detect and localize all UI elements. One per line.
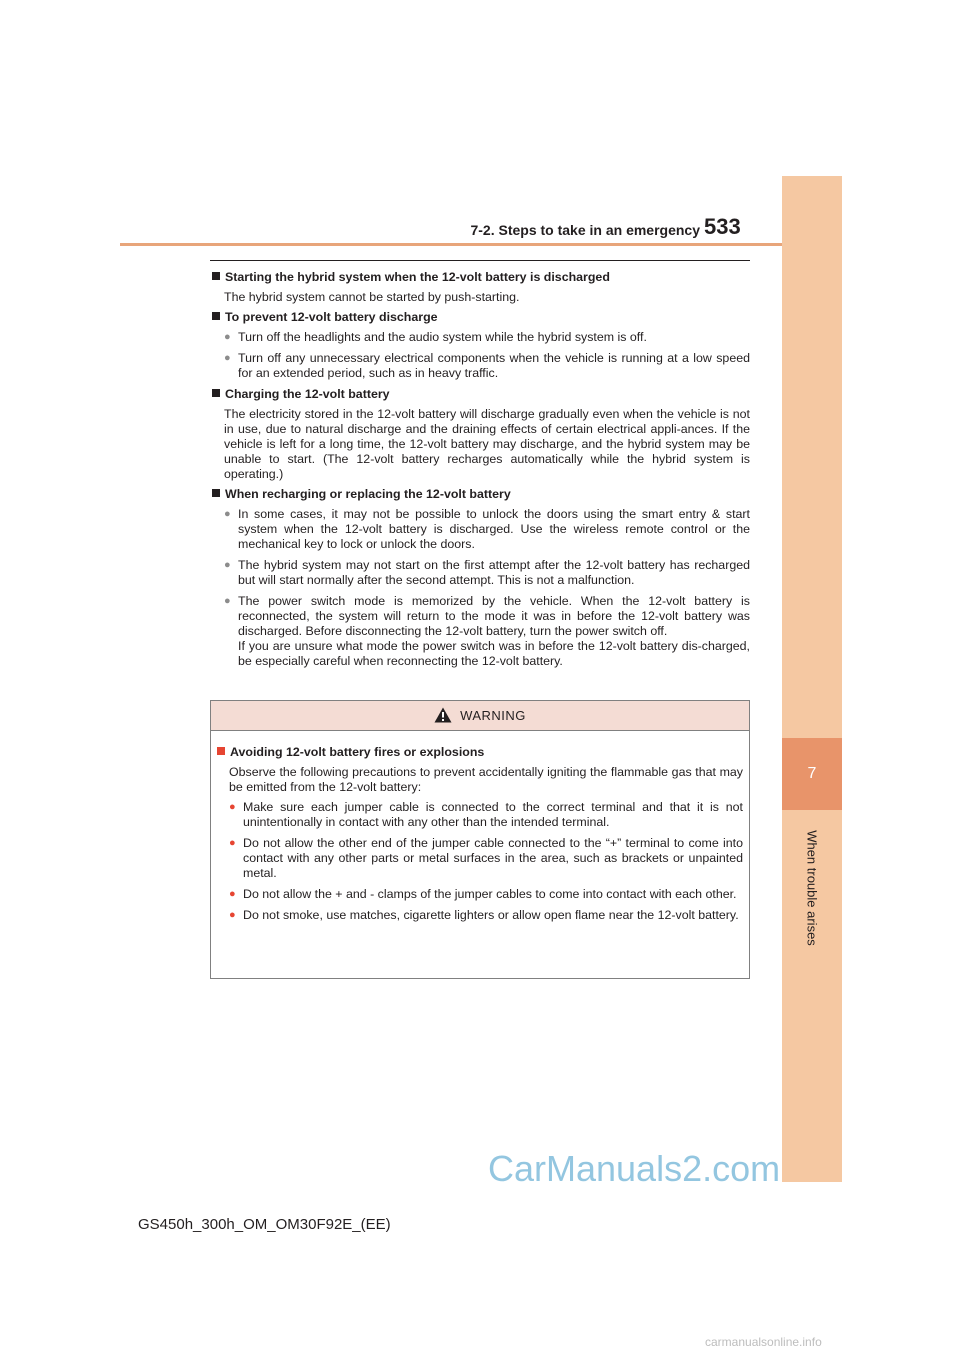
chapter-title-tab <box>782 818 842 958</box>
section-paragraph: The hybrid system cannot be started by push-starting. <box>224 290 520 304</box>
round-bullet-icon: ● <box>229 837 236 849</box>
content-top-rule <box>210 260 750 261</box>
list-item: ● The hybrid system may not start on the first attempt after the 12-volt battery has recharged but will start normally after the second attempt. This is not a malfunction. <box>224 558 750 587</box>
warning-header <box>211 701 749 731</box>
warning-triangle-icon <box>434 707 452 723</box>
square-bullet-icon <box>212 489 220 497</box>
round-bullet-icon: ● <box>229 909 236 921</box>
warning-title: WARNING <box>460 708 526 723</box>
list-item: ● The power switch mode is memorized by the vehicle. When the 12-volt battery is reconnected, the system will return to the mode it was in before the 12-volt battery was discharged. Before disconnecting the 12-volt battery, turn the power switch off. If you are unsure what mode the power switch was in before the 12-volt battery dis-charged, be especially careful when reconnecting the 12-volt battery. <box>224 594 750 668</box>
round-bullet-icon: ● <box>224 331 231 343</box>
round-bullet-icon: ● <box>224 559 231 571</box>
square-bullet-icon <box>212 389 220 397</box>
main-content <box>212 270 750 675</box>
header-rule <box>120 243 842 246</box>
warning-box <box>210 700 750 979</box>
warning-list-item: ● Make sure each jumper cable is connected to the correct terminal and that it is not unintentionally in contact with any other than the intended terminal. <box>229 800 743 829</box>
chapter-number: 7 <box>782 738 842 810</box>
warning-list-item: ● Do not allow the other end of the jumper cable connected to the “+” terminal to come into contact with any other parts or metal surfaces in the area, such as brackets or unpainted metal. <box>229 836 743 880</box>
list-item: ● Turn off the headlights and the audio system while the hybrid system is off. <box>224 330 647 344</box>
warning-paragraph: Observe the following precautions to prevent accidentally igniting the flammable gas that may be emitted from the 12-volt battery: <box>229 765 743 794</box>
section-title: 7-2. Steps to take in an emergency <box>470 222 700 238</box>
round-bullet-icon: ● <box>229 801 236 813</box>
list-item: ● In some cases, it may not be possible to unlock the doors using the smart entry & start system when the 12-volt battery is discharged. Use the wireless remote control or the mechanical key to lock or unlock the doors. <box>224 507 750 551</box>
round-bullet-icon: ● <box>229 888 236 900</box>
warning-body <box>211 731 749 923</box>
page-number: 533 <box>704 214 741 239</box>
watermark-logo: CarManuals2.com <box>488 1148 781 1189</box>
round-bullet-icon: ● <box>224 352 231 364</box>
section-heading: To prevent 12-volt battery discharge <box>212 310 750 325</box>
section-heading: Charging the 12-volt battery <box>212 387 750 402</box>
warning-list-item: ● Do not smoke, use matches, cigarette lighters or allow open flame near the 12-volt battery. <box>229 908 739 922</box>
list-item: ● Turn off any unnecessary electrical components when the vehicle is running at a low speed for an extended period, such as in heavy traffic. <box>224 351 750 380</box>
round-bullet-icon: ● <box>224 595 231 607</box>
section-heading: Starting the hybrid system when the 12-volt battery is discharged <box>212 270 750 285</box>
round-bullet-icon: ● <box>224 508 231 520</box>
warning-list-item: ● Do not allow the + and - clamps of the jumper cables to come into contact with each other. <box>229 887 737 901</box>
watermark-site: carmanualsonline.info <box>705 1335 822 1349</box>
square-bullet-icon <box>212 312 220 320</box>
square-bullet-icon <box>212 272 220 280</box>
square-bullet-icon <box>217 747 225 755</box>
document-code: GS450h_300h_OM_OM30F92E_(EE) <box>138 1216 391 1233</box>
section-heading: When recharging or replacing the 12-volt battery <box>212 487 750 502</box>
warning-heading: Avoiding 12-volt battery fires or explosions <box>217 745 743 760</box>
list-item-continuation: If you are unsure what mode the power switch was in before the 12-volt battery dis-charged, be especially careful when reconnecting the 12-volt battery. <box>238 639 750 668</box>
section-paragraph: The electricity stored in the 12-volt battery will discharge gradually even when the vehicle is not in use, due to natural discharge and the draining effects of certain electrical appli-ances. If the vehicle is left for a long time, the 12-volt battery may discharge, and the hybrid system may be unable to start. (The 12-volt battery recharges automatically while the hybrid system is operating.) <box>224 407 750 481</box>
chapter-title: When trouble arises <box>804 830 820 946</box>
side-tab-upper <box>782 176 842 809</box>
